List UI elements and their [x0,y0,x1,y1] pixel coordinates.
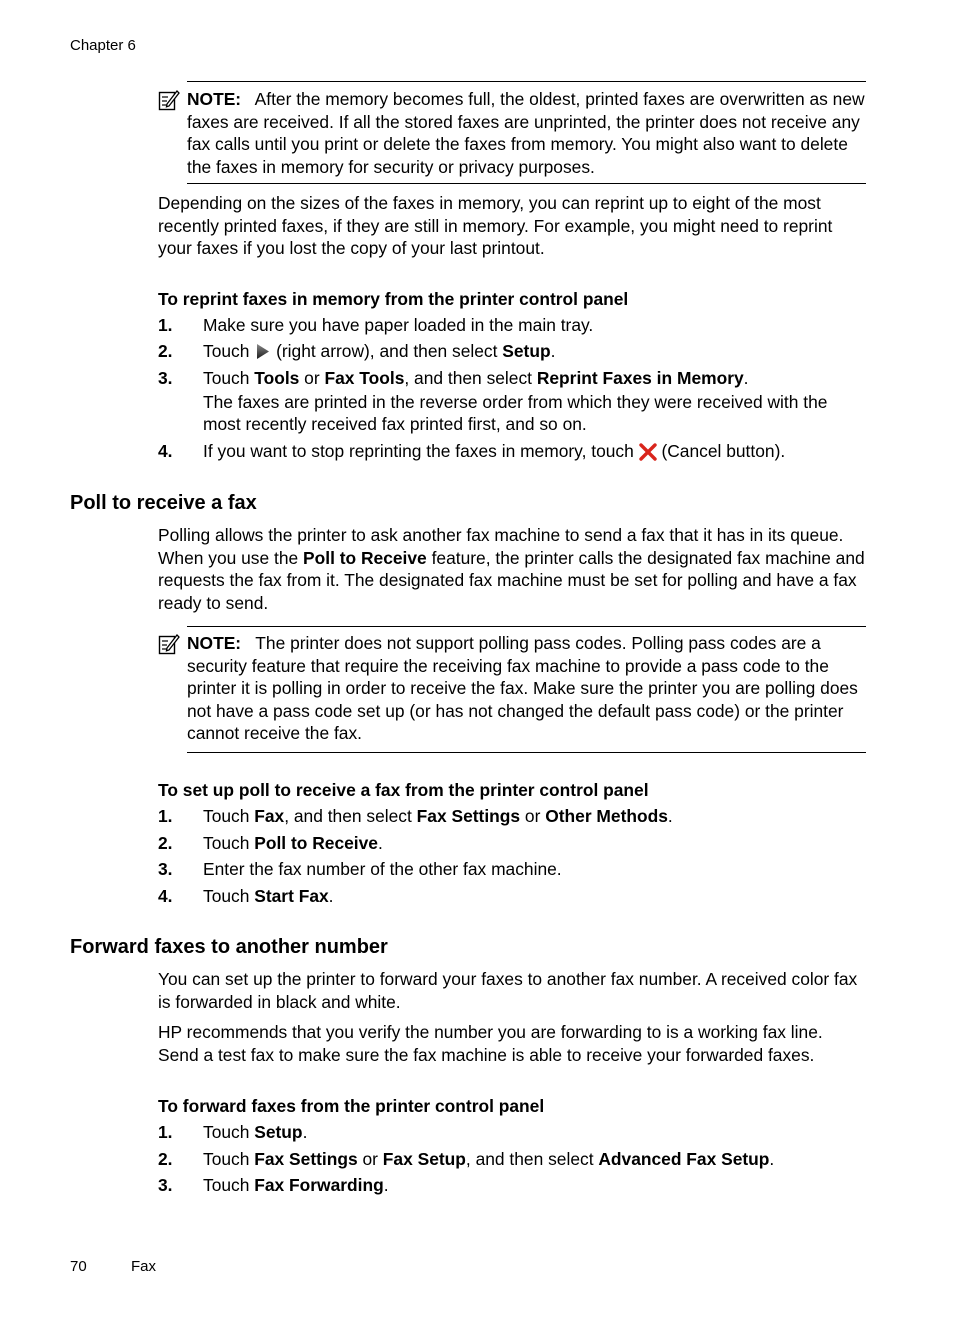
step-text: Make sure you have paper loaded in the main tray. [203,315,594,335]
note-label: NOTE: [187,633,242,653]
step-number: 3. [158,1175,173,1195]
step-text: Touch Start Fax. [203,886,334,906]
step-number: 2. [158,833,173,853]
note-label: NOTE: [187,89,242,109]
paragraph-reprint-intro: Depending on the sizes of the faxes in memory, you can reprint up to eight of the most recently printed faxes, if they are still in memory. For example, you might need to reprint your faxes if you lost the copy of your last printout. [158,193,833,258]
list-item [158,1174,866,1197]
list-item [158,440,866,463]
note-pencil-icon [158,89,180,111]
right-arrow-icon [254,343,271,360]
step-number: 2. [158,1149,173,1169]
step-text: Touch Setup. [203,1122,308,1142]
footer-section: Fax [131,1258,157,1275]
list-item [158,832,866,855]
step-number: 1. [158,1122,173,1142]
step-text: Touch Fax Forwarding. [203,1175,389,1195]
list-item [158,314,866,337]
footer-page-number: 70 [70,1258,87,1275]
list-item [158,367,866,436]
step-text: Touch Fax, and then select Fax Settings or Other Methods. [203,806,673,826]
list-item [158,805,866,828]
note-text: The printer does not support polling pass codes. Polling pass codes are a security feature that require the receiving fax machine to provide a pass code to the printer it is polling in order to receive the fax. Make sure the printer you are polling does not have a pass code set up (or has not changed the default pass code) or the printer cannot receive the fax. [187,633,858,743]
section-heading-forward: Forward faxes to another number [70,936,388,958]
step-number: 4. [158,441,173,461]
note-box-memory [187,81,866,184]
paragraph-forward-recommend: HP recommends that you verify the number you are forwarding to is a working fax line. Send a test fax to make sure the fax machine is able to receive your forwarded faxes. [158,1022,823,1065]
procedure-title-reprint: To reprint faxes in memory from the printer control panel [158,289,629,309]
step-note: The faxes are printed in the reverse order from which they were received with the most recently received fax printed first, and so on. [203,391,828,434]
chapter-header: Chapter 6 [70,37,136,54]
step-number: 1. [158,806,173,826]
list-item [158,1121,866,1144]
step-number: 1. [158,315,173,335]
note-pencil-icon [158,633,180,655]
step-text: Touch Poll to Receive. [203,833,383,853]
step-number: 3. [158,859,173,879]
step-text: Touch (right arrow), and then select Setup. [203,341,556,361]
note-text: After the memory becomes full, the oldest, printed faxes are overwritten as new faxes are received. If all the stored faxes are unprinted, the printer does not receive any fax calls until you print or delete the faxes from memory. You might also want to delete the faxes in memory for security or privacy purposes. [187,89,865,177]
list-item [158,885,866,908]
list-item [158,858,866,881]
note-box-polling [187,626,866,753]
procedure-title-forward: To forward faxes from the printer control panel [158,1096,545,1116]
step-number: 2. [158,341,173,361]
step-number: 4. [158,886,173,906]
step-text: If you want to stop reprinting the faxes in memory, touch (Cancel button). [203,441,786,461]
cancel-x-icon [639,443,657,461]
paragraph-forward-intro: You can set up the printer to forward your faxes to another fax number. A received color fax is forwarded in black and white. [158,969,858,1012]
section-heading-poll: Poll to receive a fax [70,492,257,514]
procedure-title-poll: To set up poll to receive a fax from the printer control panel [158,780,649,800]
step-text: Touch Tools or Fax Tools, and then select Reprint Faxes in Memory. [203,368,749,388]
step-number: 3. [158,368,173,388]
list-item [158,1148,866,1171]
paragraph-poll-intro: Polling allows the printer to ask another fax machine to send a fax that it has in its queue. When you use the Poll to Receive feature, the printer calls the designated fax machine and requests the fax from it. The designated fax machine must be set for polling and have a fax ready to send. [158,525,865,613]
list-item [158,340,866,363]
step-text: Enter the fax number of the other fax machine. [203,859,562,879]
step-text: Touch Fax Settings or Fax Setup, and then select Advanced Fax Setup. [203,1149,775,1169]
